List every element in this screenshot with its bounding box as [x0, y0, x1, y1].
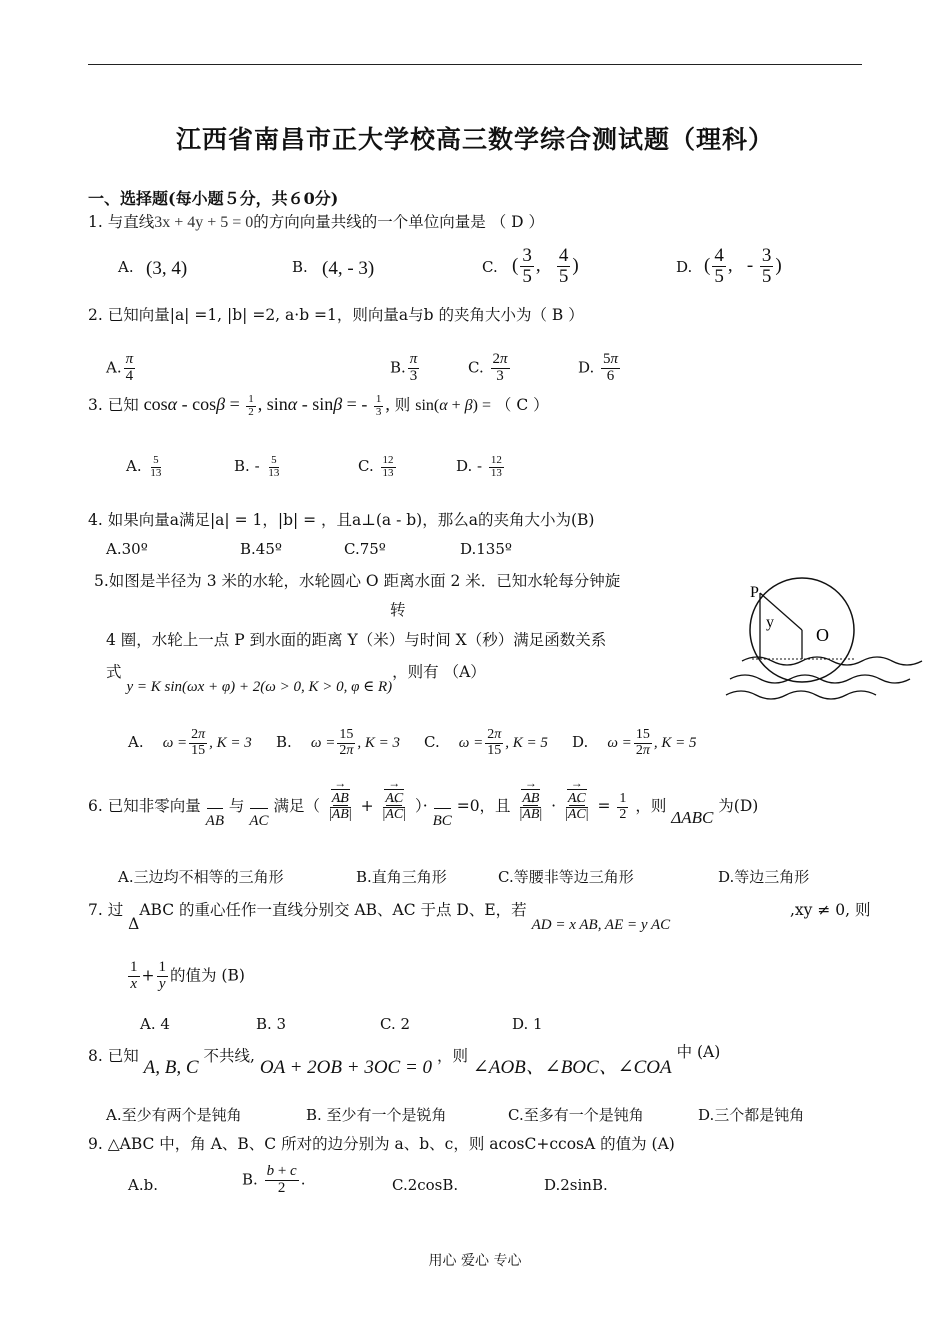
q7-option-d: D. 1 — [512, 1015, 543, 1033]
q2-option-a: A. $\frac{\pi}{4}$ — [106, 351, 134, 384]
q2-prefix: 2. 已知向量 — [88, 306, 170, 324]
q8-option-d: D.三个都是钝角 — [698, 1106, 805, 1124]
q3-option-d: D. - $\frac{12}{13}$ — [456, 454, 502, 479]
q3-option-c: C. $\frac{12}{13}$ — [358, 454, 394, 479]
q7-option-a: A. 4 — [140, 1015, 170, 1033]
q5-option-c: C. ω = $\frac{2\pi}{15}$ , K = 5 — [424, 727, 548, 758]
q7-line-2: $\frac{1}{x}$ + $\frac{1}{y}$ 的值为 (B) — [130, 959, 245, 992]
question-6: 6. 已知非零向量 AB 与 AC 满足（ $\frac{AB \to}{|AB \to|}$ + $\frac{AC \to}{|AC \to|}$ ）· BC =0，且 $\frac{AB \to}{|AB \to|}$ · $\frac{AC \to}{|AC \to|}$ = $\frac{1}{2}$ ，则 ΔABC 为(D) — [88, 792, 758, 822]
q4-option-a: A.30º — [106, 540, 148, 558]
q9-option-d: D.2sinB. — [544, 1176, 608, 1194]
q3-condition: cosα - cosβ = $\frac{1}{2}$ , sinα - sinβ = - $\frac{1}{3}$ , — [143, 393, 390, 418]
top-rule — [88, 64, 862, 65]
fig-label-p: P — [750, 584, 759, 601]
q3-option-b: B. - $\frac{5}{13}$ — [234, 454, 280, 479]
q3-option-a: A. $\frac{5}{13}$ — [126, 454, 162, 479]
water-wheel-figure — [722, 575, 932, 715]
question-5-line-3: 式 y = K sin(ωx + φ) + 2(ω > 0, K > 0, φ ∈ R)，则有 （A） — [106, 663, 486, 695]
q2-option-d: D. $\frac{5\pi}{6}$ — [578, 351, 619, 384]
q1-option-d-value: ( $\frac{4}{5}$ , - $\frac{3}{5}$ ) — [704, 245, 782, 287]
q7-option-c: C. 2 — [380, 1015, 411, 1033]
q1-option-c-value: ( $\frac{3}{5}$ , $\frac{4}{5}$ ) — [512, 245, 579, 287]
question-3 — [88, 394, 549, 418]
q8-option-a: A.至少有两个是钝角 — [106, 1106, 242, 1124]
q1-option-a: A. — [118, 258, 134, 276]
q1-option-d: D. — [676, 258, 693, 276]
question-7: 7. 过 ΔABC 的重心任作一直线分别交 AB、AC 于点 D、E，若 AD = x AB, AE = y AC — [88, 901, 671, 933]
section-heading: 一、选择题(每小题５分，共６0分) — [88, 189, 339, 208]
q7-option-b: B. 3 — [256, 1015, 287, 1033]
question-9: 9. △ABC 中，角 A、B、C 所对的边分别为 a、b、c，则 acosC+ccosA 的值为 (A) — [88, 1135, 675, 1153]
question-5-line-1b: 转 — [390, 601, 406, 619]
q2-option-b: B. $\frac{\pi}{3}$ — [390, 351, 418, 384]
q3-then: 则 — [394, 396, 411, 415]
page-footer: 用心 爱心 专心 — [428, 1253, 522, 1269]
question-8: 8. 已知 A, B, C 不共线, OA + 2OB + 3OC = 0 ，则 ∠AOB、∠BOC、∠COA 中 (A) — [88, 1043, 721, 1078]
q1-prefix: 1. 与直线 — [88, 213, 155, 231]
q1-equation: 3x + 4y + 5 = 0 — [154, 214, 254, 231]
q1-option-b: B. — [292, 258, 308, 276]
q4-option-b: B.45º — [240, 540, 282, 558]
q7-condition: ,xy ≠ 0, 则 — [790, 901, 871, 919]
q9-option-a: A.b. — [128, 1176, 158, 1194]
question-5-line-1: 5.如图是半径为 3 米的水轮，水轮圆心 O 距离水面 2 米．已知水轮每分钟旋 — [94, 572, 621, 590]
q5-option-a: A. ω = $\frac{2\pi}{15}$ , K = 3 — [128, 727, 252, 758]
question-2 — [88, 305, 584, 325]
q5-option-d: D. ω = $\frac{15}{2\pi}$ , K = 5 — [572, 727, 697, 758]
q9-option-b: B. $\frac{b + c}{2}$ . — [242, 1163, 306, 1196]
page-title: 江西省南昌市正大学校高三数学综合测试题（理科） — [175, 125, 774, 154]
fig-label-y: y — [766, 614, 774, 631]
q5-option-b: B. ω = $\frac{15}{2\pi}$ , K = 3 — [276, 727, 400, 758]
q6-option-c: C.等腰非等边三角形 — [498, 868, 634, 886]
q4-option-c: C.75º — [344, 540, 386, 558]
fig-label-o: O — [816, 625, 829, 645]
q3-answer: （ C ） — [495, 396, 549, 415]
q1-text: 的方向向量共线的一个单位向量是 （ D ） — [253, 213, 545, 231]
question-1 — [88, 212, 544, 233]
q1-option-a-value: (3, 4) — [146, 258, 188, 279]
question-5-line-2: 4 圈，水轮上一点 P 到水面的距离 Y（米）与时间 X（秒）满足函数关系 — [106, 631, 607, 649]
q6-option-d: D.等边三角形 — [718, 868, 810, 886]
q8-option-b: B. 至少有一个是锐角 — [306, 1106, 447, 1124]
q6-option-b: B.直角三角形 — [356, 868, 447, 886]
q2-option-c: C. $\frac{2\pi}{3}$ — [468, 351, 508, 384]
q3-target: sin(α + β) = — [415, 397, 491, 415]
q6-option-a: A.三边均不相等的三角形 — [118, 868, 284, 886]
q1-option-c: C. — [482, 258, 498, 276]
question-4: 4. 如果向量a满足|a| = 1，|b| = ，且a⊥(a - b)，那么a的夹角大小为(B) — [88, 511, 595, 529]
q1-option-b-value: (4, - 3) — [322, 258, 375, 279]
q2-text: |a| =1, |b| =2, a·b =1，则向量a与b 的夹角大小为（ B ） — [169, 306, 584, 324]
q4-option-d: D.135º — [460, 540, 512, 558]
q8-option-c: C.至多有一个是钝角 — [508, 1106, 644, 1124]
q3-prefix: 3. 已知 — [88, 396, 139, 415]
q9-option-c: C.2cosB. — [392, 1176, 459, 1194]
